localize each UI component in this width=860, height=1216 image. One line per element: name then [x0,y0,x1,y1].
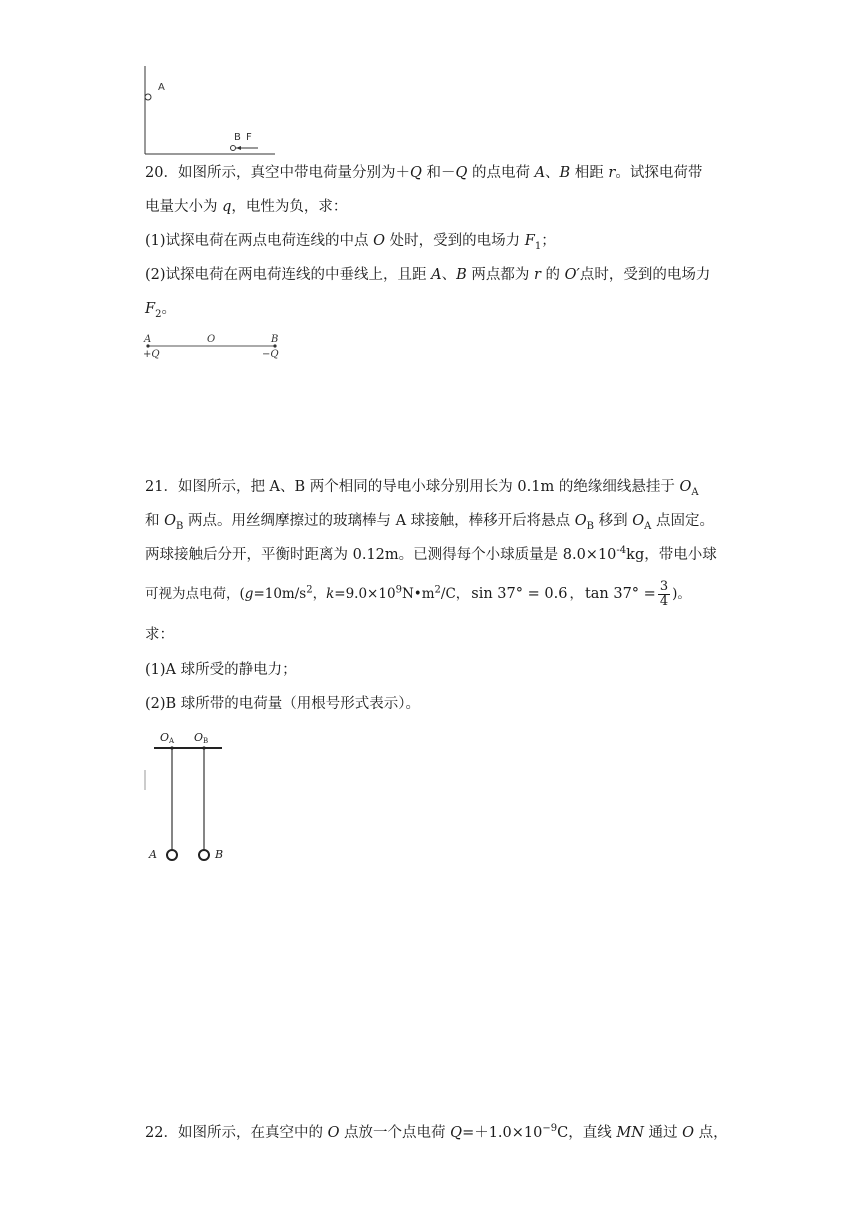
superscript: 2 [434,584,441,596]
tan-formula: tan 37° = [584,586,656,602]
text: F [145,301,156,317]
subscript: 2 [155,308,162,320]
text: 、 [545,165,560,181]
subscript: B [176,520,184,532]
text: O [679,479,692,495]
label-plus-q: +Q [143,349,160,360]
text: 。试探电荷带 [615,165,703,181]
text: 和－ [421,165,456,181]
text: 点固定。 [651,513,714,529]
q21-line-7 [145,693,420,715]
text: C，直线 [557,1125,617,1141]
label-a: A [149,848,157,861]
ball-a [145,94,151,100]
text: 可视为点电荷，( [145,586,245,602]
figure-21-svg [140,726,240,866]
figure-20-svg [140,330,290,362]
text: O [164,513,176,529]
label-ob: O [194,731,204,744]
text: 和 [145,513,165,529]
label-oa-sub: A [169,737,175,745]
q20-line-5 [145,298,176,320]
label-b: B [234,132,241,143]
q20-line-4 [145,264,710,286]
text: r [608,165,616,181]
q21-line-2 [145,510,714,532]
q21-line-1 [145,476,699,498]
text: q [222,199,232,215]
ball-b [231,146,236,151]
text: kg，带电小球 [626,547,717,563]
text: Q [409,165,422,181]
text: F [524,233,535,249]
text: ， [569,586,583,602]
text: 。 [161,301,176,317]
subscript: B [586,520,595,532]
label-a: A [158,82,165,93]
text: Q [455,165,468,181]
text: 20．如图所示，真空中带电荷量分别为＋ [145,165,410,181]
text: 点， [694,1125,728,1141]
superscript: 2 [306,584,313,596]
text: k [326,586,335,602]
superscript: -4 [616,545,627,557]
text: MN [616,1125,644,1141]
ball-a [167,850,177,860]
text: g [244,586,254,602]
fraction-denominator: 4 [659,594,669,609]
figure-21 [140,726,240,866]
text: (1)A 球所受的静电力； [145,662,297,678]
figure-19-svg [140,62,280,158]
fraction-numerator: 3 [659,579,669,594]
q21-line-3 [145,544,717,566]
text: 点时，受到的电场力 [579,267,711,283]
text: 通过 [643,1125,683,1141]
superscript: −9 [542,1123,558,1135]
text: =10m/s [253,586,307,602]
text: 两点。用丝绸摩擦过的玻璃棒与 A 球接触，棒移开后将悬点 [183,513,575,529]
text: r [534,267,541,283]
text: 两球接触后分开，平衡时距离为 0.12m。已测得每个小球质量是 8.0×10 [145,547,617,563]
text: O [632,513,645,529]
text: O [574,513,587,529]
text: O [327,1125,340,1141]
text: N•m [401,586,435,602]
subscript: A [644,520,652,532]
text: ， [312,586,327,602]
text: (2)B 球所带的电荷量（用根号形式表示）。 [145,696,421,712]
q21-line-4 [145,580,691,609]
subscript: A [691,486,699,498]
label-ob-sub: B [203,737,209,745]
text: 的点电荷 [467,165,535,181]
q20-line-2 [145,196,347,218]
text: O [682,1125,694,1141]
q22-line-1 [145,1122,728,1144]
text: 22．如图所示，在真空中的 [145,1125,328,1141]
text: 21．如图所示，把 A、B 两个相同的导电小球分别用长为 0.1m 的绝缘细线悬挂于 [145,479,680,495]
text: 、 [441,267,457,283]
label-b: B [215,848,224,861]
text: )。 [672,586,691,602]
label-minus-q: −Q [262,349,279,360]
fraction [658,580,670,609]
q21-line-5 [145,624,174,646]
superscript: 9 [395,584,402,596]
text: 两点都为 [466,267,535,283]
subscript: 1 [534,240,542,252]
sin-formula: sin 37° = 0.6 [471,586,568,602]
text: Q [450,1125,463,1141]
text: =＋1.0×10 [462,1125,543,1141]
q20-line-3 [145,230,556,252]
pivot-oa [170,746,173,749]
force-arrowhead [236,146,241,150]
text: (2)试探电荷在两电荷连线的中垂线上，且距 [145,267,432,283]
text: B [559,165,571,181]
text: ； [541,233,556,249]
label-oa: O [160,731,170,744]
text: (1)试探电荷在两点电荷连线的中点 [145,233,374,249]
text: 点放一个点电荷 [339,1125,451,1141]
q20-line-1 [145,162,702,184]
figure-19 [140,62,280,158]
text: A [431,267,442,283]
label-b: B [271,334,279,345]
text: O′ [564,267,580,283]
text: A [534,165,546,181]
text: O [373,233,386,249]
text: /C， [440,586,470,602]
figure-20 [140,330,290,362]
q21-line-6 [145,659,297,681]
text: 移到 [594,513,633,529]
label-f: F [246,132,252,143]
text: 求： [145,627,174,643]
text: =9.0×10 [334,586,396,602]
text: 处时，受到的电场力 [385,233,525,249]
pivot-ob [202,746,205,749]
label-a: A [144,334,152,345]
text: 相距 [570,165,609,181]
text: ，电性为负，求： [231,199,348,215]
text: 的 [540,267,565,283]
label-o: O [207,334,216,345]
ball-b [199,850,209,860]
text: B [456,267,467,283]
text: 电量大小为 [145,199,223,215]
